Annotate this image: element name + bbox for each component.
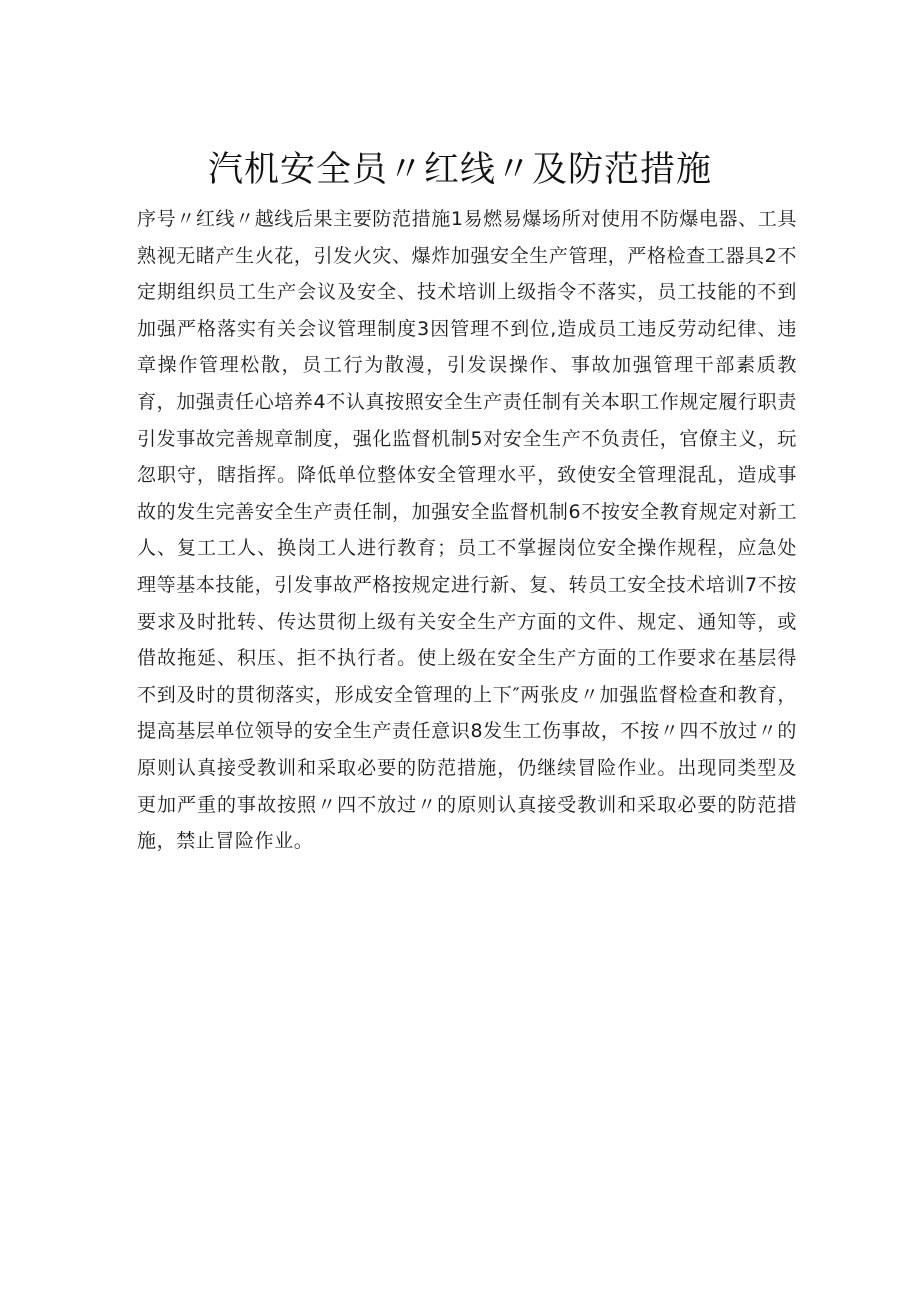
document-body-paragraph: 序号〃红线〃越线后果主要防范措施1易燃易爆场所对使用不防爆电器、工具熟视无睹产生火花，引发火灾、爆炸加强安全生产管理，严格检查工器具2不定期组织员工生产会议及安全、技术培训上级指令不落实，员工技能的不到加强严格落实有关会议管理制度3因管理不到位,造成员工违反劳动纪律、违章操作管理松散，员工行为散漫，引发误操作、事故加强管理干部素质教育，加强责任心培养4不认真按照安全生产责任制有关本职工作规定履行职责引发事故完善规章制度，强化监督机制5对安全生产不负责任，官僚主义，玩忽职守，瞎指挥。降低单位整体安全管理水平，致使安全管理混乱，造成事故的发生完善安全生产责任制，加强安全监督机制6不按安全教育规定对新工人、复工工人、换岗工人进行教育；员工不掌握岗位安全操作规程，应急处理等基本技能，引发事故严格按规定进行新、复、转员工安全技术培训7不按要求及时批转、传达贯彻上级有关安全生产方面的文件、规定、通知等，或借故拖延、积压、拒不执行者。使上级在安全生产方面的工作要求在基层得不到及时的贯彻落实，形成安全管理的上下″两张皮〃加强监督检查和教育，提高基层单位领导的安全生产责任意识8发生工伤事故，不按〃四不放过〃的原则认真接受教训和采取必要的防范措施，仍继续冒险作业。出现同类型及更加严重的事故按照〃四不放过〃的原则认真接受教训和采取必要的防范措施，禁止冒险作业。: [137, 208, 797, 853]
document-title: 汽机安全员〃红线〃及防范措施: [207, 150, 712, 190]
